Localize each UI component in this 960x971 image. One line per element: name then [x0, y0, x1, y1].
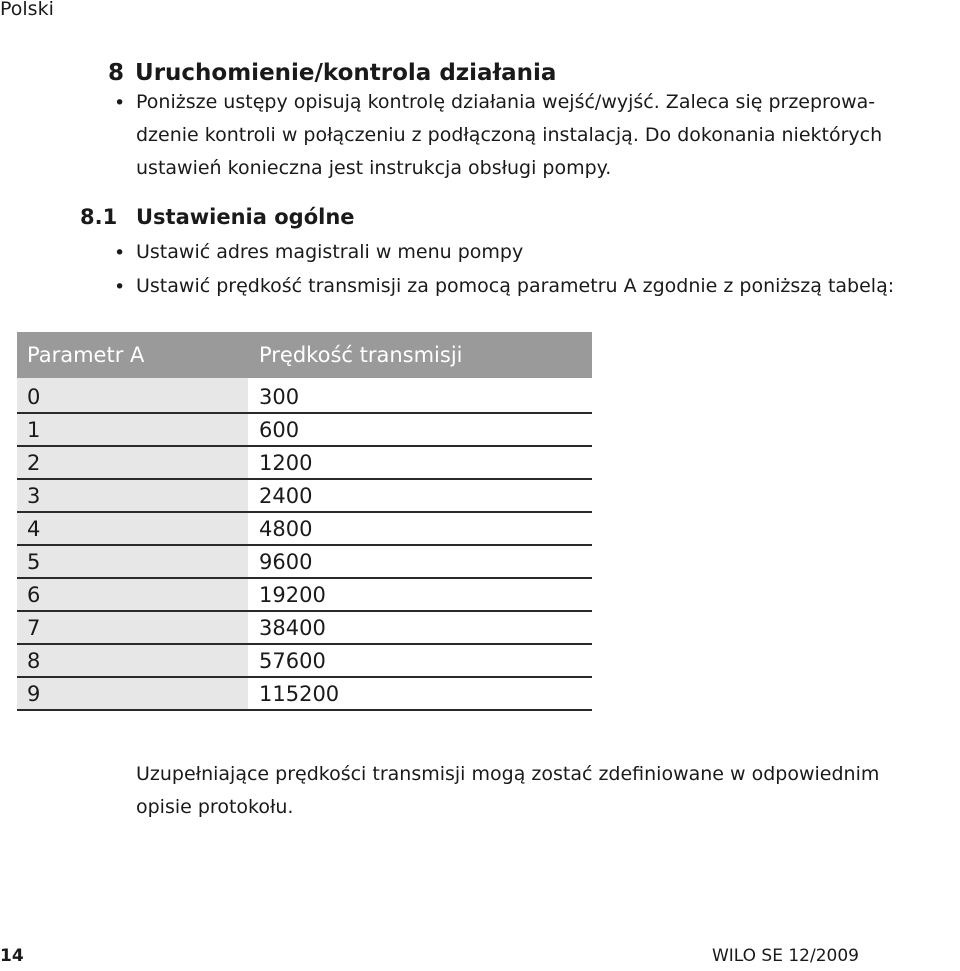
table-row	[17, 413, 592, 446]
baud-rate-cell: 115200	[248, 677, 592, 710]
note-paragraph	[136, 758, 879, 824]
baud-rate-cell: 2400	[248, 479, 592, 512]
paragraph-line: Poniższe ustępy opisują kontrolę działania wejść/wyjść. Zaleca się przeprowa-	[136, 91, 876, 113]
table-row	[17, 545, 592, 578]
list-item: Ustawić adres magistrali w menu pompy	[136, 241, 524, 263]
note-line: opisie protokołu.	[136, 796, 294, 818]
subsection-title: Ustawienia ogólne	[136, 205, 355, 229]
paragraph-line: ustawień konieczna jest instrukcja obsługi pompy.	[136, 157, 612, 179]
baud-rate-cell: 4800	[248, 512, 592, 545]
document-reference: WILO SE 12/2009	[711, 946, 859, 966]
subsection-number: 8.1	[80, 205, 118, 229]
parameter-cell: 4	[17, 512, 248, 545]
section-title: Uruchomienie/kontrola działania	[135, 60, 557, 86]
baud-rate-cell: 19200	[248, 578, 592, 611]
baud-rate-cell: 1200	[248, 446, 592, 479]
page-number: 14	[0, 946, 24, 966]
parameter-cell: 5	[17, 545, 248, 578]
parameter-cell: 9	[17, 677, 248, 710]
language-label: Polski	[0, 0, 54, 20]
table-row	[17, 479, 592, 512]
baud-rate-cell: 38400	[248, 611, 592, 644]
baud-rate-cell: 600	[248, 413, 592, 446]
table-row	[17, 578, 592, 611]
table-row	[17, 378, 592, 413]
parameter-cell: 3	[17, 479, 248, 512]
paragraph-line: dzenie kontroli w połączeniu z podłączoną instalacją. Do dokonania niektórych	[136, 124, 883, 146]
note-line: Uzupełniające prędkości transmisji mogą zostać zdefiniowane w odpowiednim	[136, 763, 880, 785]
bullet-icon: •	[114, 242, 126, 264]
parameter-cell: 0	[17, 378, 248, 413]
table-row	[17, 677, 592, 710]
parameter-cell: 1	[17, 413, 248, 446]
bullet-icon: •	[114, 92, 126, 114]
table-header-row	[17, 332, 592, 378]
baud-rate-table	[17, 332, 592, 711]
column-header-baud-rate: Prędkość transmisji	[248, 332, 592, 378]
table-row	[17, 611, 592, 644]
table-row	[17, 644, 592, 677]
parameter-cell: 7	[17, 611, 248, 644]
section-number: 8	[108, 60, 125, 86]
table-row	[17, 446, 592, 479]
section-intro-paragraph	[136, 86, 882, 185]
parameter-cell: 2	[17, 446, 248, 479]
parameter-cell: 8	[17, 644, 248, 677]
list-item: Ustawić prędkość transmisji za pomocą parametru A zgodnie z poniższą tabelą:	[136, 275, 895, 297]
section-heading	[108, 60, 556, 86]
table-row	[17, 512, 592, 545]
bullet-icon: •	[114, 276, 126, 298]
parameter-cell: 6	[17, 578, 248, 611]
baud-rate-cell: 9600	[248, 545, 592, 578]
subsection-heading	[80, 205, 355, 229]
column-header-parameter: Parametr A	[17, 332, 248, 378]
baud-rate-cell: 57600	[248, 644, 592, 677]
baud-rate-cell: 300	[248, 378, 592, 413]
